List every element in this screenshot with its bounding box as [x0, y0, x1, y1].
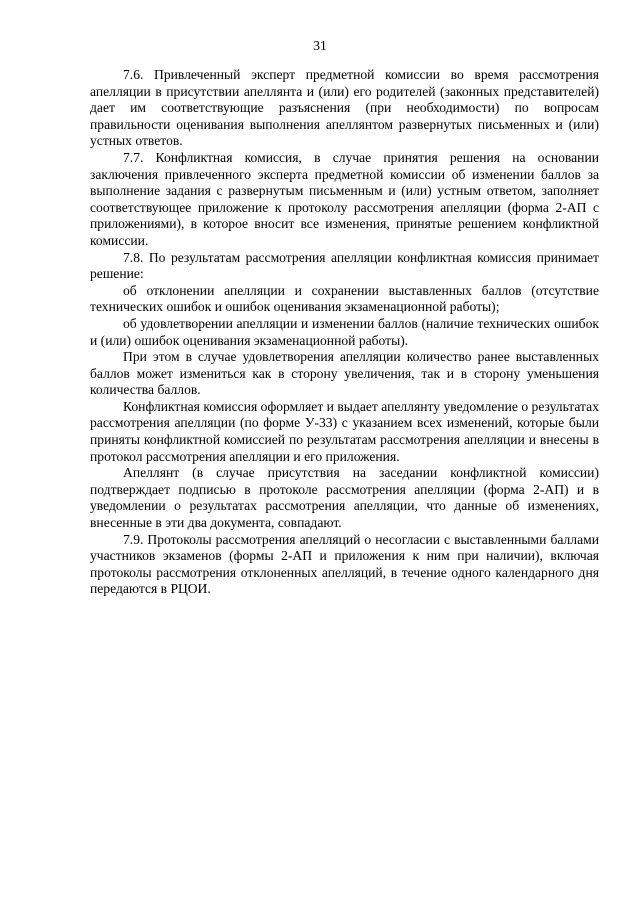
notification-paragraph: Конфликтная комиссия оформляет и выдает апеллянту уведомление о результатах рассмотрения апелляции (по форме У-33) с указанием всех изменений, которые были приняты конфликтной комиссией по результатам рассмотрения апелляции и внесены в протокол рассмотрения апелляции и его приложения. [90, 398, 599, 464]
paragraph-7-9: 7.9. Протоколы рассмотрения апелляций о несогласии с выставленными баллами участников экзаменов (формы 2-АП и приложения к ним при наличии), включая протоколы рассмотрения отклоненных апелляций, в течение одного календарного дня передаются в РЦОИ. [90, 531, 599, 597]
paragraph-7-8: 7.8. По результатам рассмотрения апелляции конфликтная комиссия принимает решение: [90, 249, 599, 282]
paragraph-7-7: 7.7. Конфликтная комиссия, в случае принятия решения на основании заключения привлеченного эксперта предметной комиссии об изменении баллов за выполнение задания с развернутым письменным и (или) устным ответом, заполняет соответствующее приложение к протоколу рассмотрения апелляции (форма 2-АП с приложениями), в которое вносит все изменения, принятые решением конфликтной комиссии. [90, 149, 599, 248]
decision-reject-item: об отклонении апелляции и сохранении выставленных баллов (отсутствие технических ошибок и ошибок оценивания экзаменационной работы); [90, 282, 599, 315]
score-change-paragraph: При этом в случае удовлетворения апелляции количество ранее выставленных баллов может измениться как в сторону увеличения, так и в сторону уменьшения количества баллов. [90, 349, 599, 398]
decision-satisfy-item: об удовлетворении апелляции и изменении баллов (наличие технических ошибок и (или) ошибок оценивания экзаменационной работы). [90, 315, 599, 348]
page-number: 31 [313, 38, 327, 53]
paragraph-7-6: 7.6. Привлеченный эксперт предметной комиссии во время рассмотрения апелляции в присутствии апеллянта и (или) его родителей (законных представителей) дает им соответствующие разъяснения (при необходимости) по вопросам правильности оценивания выполнения апеллянтом развернутых письменных и (или) устных ответов. [90, 67, 599, 149]
appellant-confirmation-paragraph: Апеллянт (в случае присутствия на заседании конфликтной комиссии) подтверждает подписью в протоколе рассмотрения апелляции (форма 2-АП) и в уведомлении о результатах рассмотрения апелляции, что данные об изменениях, внесенные в эти два документа, совпадают. [90, 465, 599, 531]
document-body [90, 67, 599, 598]
